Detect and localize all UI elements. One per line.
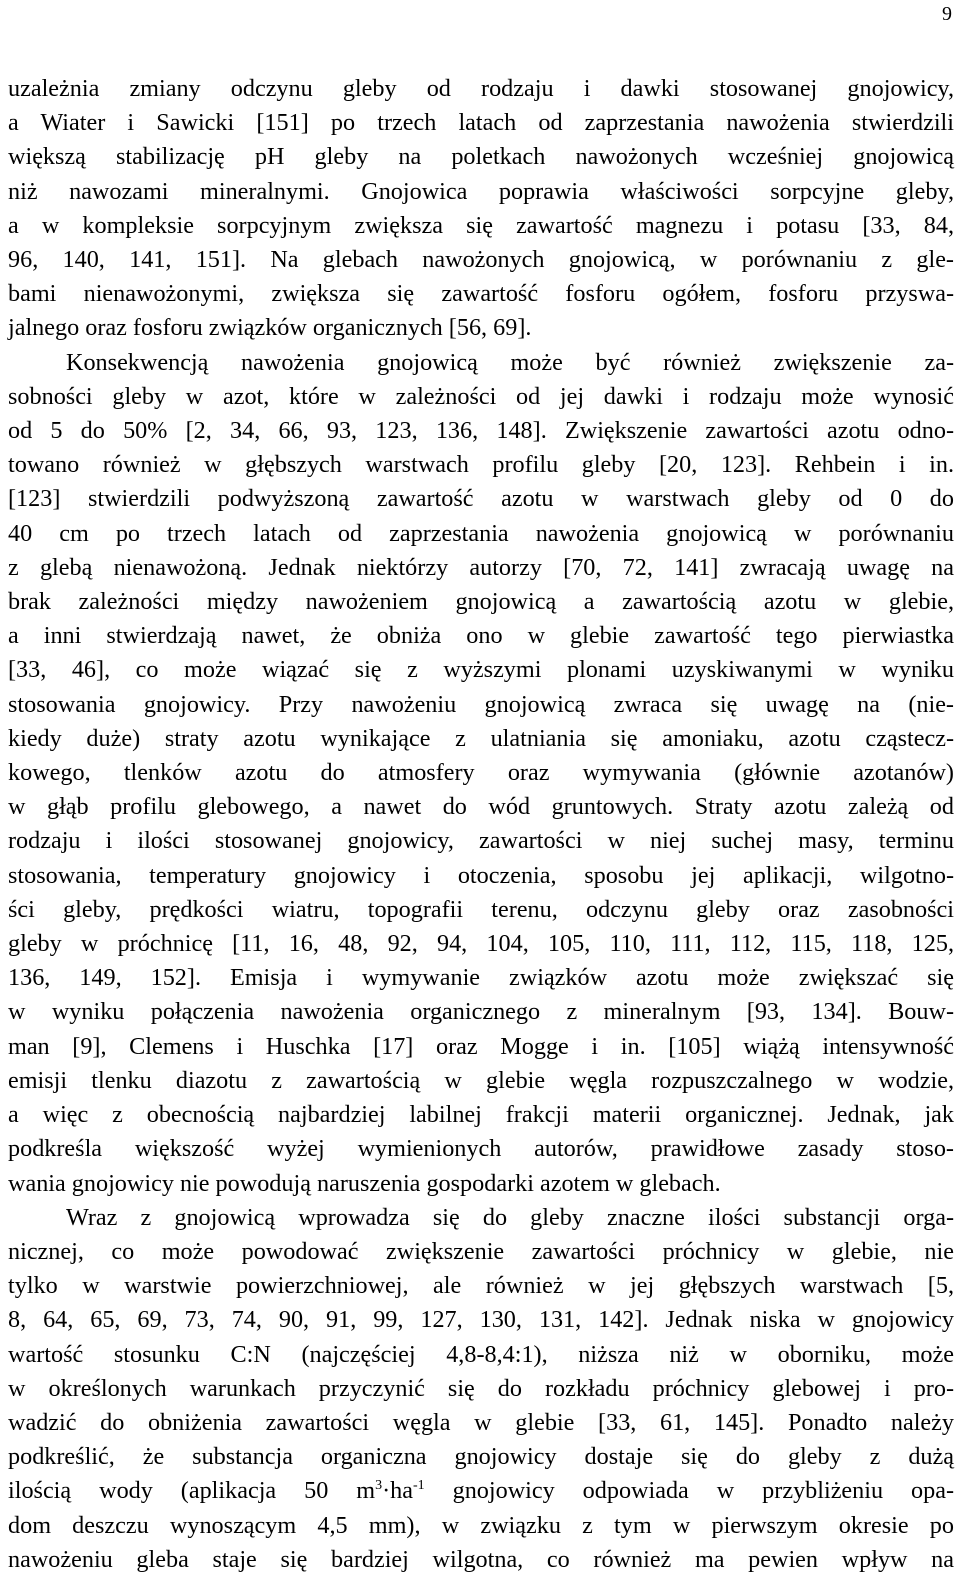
text-line: uzależnia zmiany odczynu gleby od rodzaju i dawki stosowanej gnojowicy, <box>8 75 954 102</box>
paragraph-1 <box>8 72 954 346</box>
text-line: 136, 149, 152]. Emisja i wymywanie związków azotu może zwiększać się <box>8 964 954 992</box>
unit-line-mid: ·ha <box>382 1477 413 1505</box>
text-line: kiedy duże) straty azotu wynikające z ulatniania się amoniaku, azotu cząstecz- <box>8 724 954 752</box>
text-line: [123] stwierdzili podwyższoną zawartość azotu w warstwach gleby od 0 do <box>8 485 954 513</box>
text-line: wania gnojowicy nie powodują naruszenia gospodarki azotem w glebach. <box>8 1169 721 1197</box>
text-line: od 5 do 50% [2, 34, 66, 93, 123, 136, 148]. Zwiększenie zawartości azotu odno- <box>8 417 954 445</box>
superscript-3: 3 <box>375 1478 383 1494</box>
text-line: niż nawozami mineralnymi. Gnojowica poprawia właściwości sorpcyjne gleby, <box>8 177 954 205</box>
text-line: 8, 64, 65, 69, 73, 74, 90, 91, 99, 127, 130, 131, 142]. Jednak niska w gnojowicy <box>8 1306 954 1334</box>
text-line: w głąb profilu glebowego, a nawet do wód gruntowych. Straty azotu zależą od <box>8 793 954 821</box>
text-line: a w kompleksie sorpcyjnym zwiększa się zawartość magnezu i potasu [33, 84, <box>8 211 954 239</box>
text-line: tylko w warstwie powierzchniowej, ale również w jej głębszych warstwach [5, <box>8 1272 954 1300</box>
text-line: Wraz z gnojowicą wprowadza się do gleby znaczne ilości substancji orga- <box>66 1203 954 1231</box>
text-line: stosowania gnojowicy. Przy nawożeniu gnojowicą zwraca się uwagę na (nie- <box>8 690 954 718</box>
unit-line-after: gnojowicy odpowiada w przybliżeniu opa- <box>424 1477 955 1505</box>
text-line: rodzaju i ilości stosowanej gnojowicy, zawartości w niej suchej masy, terminu <box>8 827 954 855</box>
text-line: w określonych warunkach przyczynić się do rozkładu próchnicy glebowej i pro- <box>8 1374 954 1402</box>
text-line: wartość stosunku C:N (najczęściej 4,8-8,4:1), niższa niż w oborniku, może <box>8 1340 954 1368</box>
text-line-with-units <box>8 1474 954 1508</box>
text-line: stosowania, temperatury gnojowicy i otoczenia, sposobu jej aplikacji, wilgotno- <box>8 861 954 889</box>
text-line: 40 cm po trzech latach od zaprzestania nawożenia gnojowicą w porównaniu <box>8 519 954 547</box>
text-line: podkreśla większość wyżej wymienionych autorów, prawidłowe zasady stoso- <box>8 1135 954 1163</box>
text-line: w wyniku połączenia nawożenia organicznego z mineralnym [93, 134]. Bouw- <box>8 998 954 1026</box>
text-line: 96, 140, 141, 151]. Na glebach nawożonych gnojowicą, w porównaniu z gle- <box>8 246 954 274</box>
text-line: podkreślić, że substancja organiczna gnojowicy dostaje się do gleby z dużą <box>8 1443 954 1471</box>
text-line: kowego, tlenków azotu do atmosfery oraz wymywania (głównie azotanów) <box>8 759 954 787</box>
body-text <box>8 72 954 1577</box>
text-line: Konsekwencją nawożenia gnojowicą może być również zwiększenie za- <box>66 348 954 376</box>
text-line: brak zależności między nawożeniem gnojowicą a zawartością azotu w glebie, <box>8 588 954 616</box>
text-line: jalnego oraz fosforu związków organicznych [56, 69]. <box>8 314 532 342</box>
unit-line-before: ilością wody (aplikacja 50 m <box>8 1477 376 1505</box>
text-line: emisji tlenku diazotu z zawartością w glebie węgla rozpuszczalnego w wodzie, <box>8 1066 954 1094</box>
paragraph-2 <box>8 346 954 1201</box>
text-line: dom deszczu wynoszącym 4,5 mm), w związku z tym w pierwszym okresie po <box>8 1511 954 1539</box>
superscript-minus-1: -1 <box>412 1478 425 1494</box>
paragraph-3 <box>8 1201 954 1577</box>
text-line: z glebą nienawożoną. Jednak niektórzy autorzy [70, 72, 141] zwracają uwagę na <box>8 553 954 581</box>
text-line: ści gleby, prędkości wiatru, topografii terenu, odczynu gleby oraz zasobności <box>8 895 954 923</box>
text-line: a inni stwierdzają nawet, że obniża ono w glebie zawartość tego pierwiastka <box>8 622 954 650</box>
page-number: 9 <box>942 3 952 25</box>
text-line: większą stabilizację pH gleby na poletkach nawożonych wcześniej gnojowicą <box>8 143 954 171</box>
text-line: nicznej, co może powodować zwiększenie zawartości próchnicy w glebie, nie <box>8 1237 954 1265</box>
text-line: bami nienawożonymi, zwiększa się zawartość fosforu ogółem, fosforu przyswa- <box>8 280 954 308</box>
text-line: wadzić do obniżenia zawartości węgla w glebie [33, 61, 145]. Ponadto należy <box>8 1408 954 1436</box>
text-line: sobności gleby w azot, które w zależności od jej dawki i rodzaju może wynosić <box>8 382 954 410</box>
text-line: gleby w próchnicę [11, 16, 48, 92, 94, 104, 105, 110, 111, 112, 115, 118, 125, <box>8 930 954 958</box>
text-line: towano również w głębszych warstwach profilu gleby [20, 123]. Rehbein i in. <box>8 451 954 479</box>
text-line: man [9], Clemens i Huschka [17] oraz Mogge i in. [105] wiążą intensywność <box>8 1032 954 1060</box>
text-line: a Wiater i Sawicki [151] po trzech latach od zaprzestania nawożenia stwierdzili <box>8 109 954 137</box>
text-line: a więc z obecnością najbardziej labilnej frakcji materii organicznej. Jednak, jak <box>8 1101 954 1129</box>
text-line: [33, 46], co może wiązać się z wyższymi plonami uzyskiwanymi w wyniku <box>8 656 954 684</box>
text-line: nawożeniu gleba staje się bardziej wilgotna, co również ma pewien wpływ na <box>8 1545 954 1573</box>
